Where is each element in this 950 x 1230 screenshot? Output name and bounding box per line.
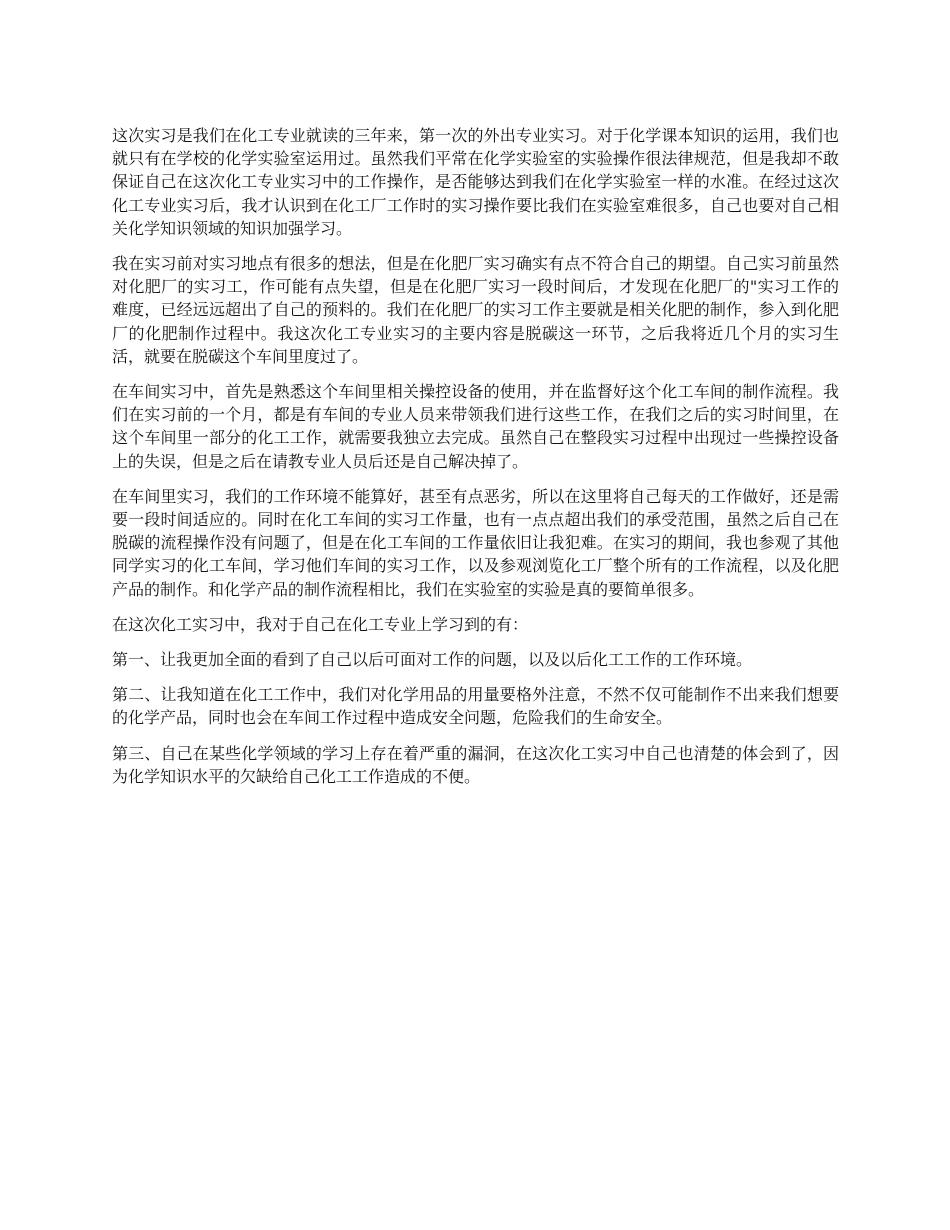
paragraph-1: 这次实习是我们在化工专业就读的三年来，第一次的外出专业实习。对于化学课本知识的运用，我们也就只有在学校的化学实验室运用过。虽然我们平常在化学实验室的实验操作很法律规范，但是我却不敢保证自己在这次化工专业实习中的工作操作，是否能够达到我们在化学实验室一样的水准。在经过这次化工专业实习后，我才认识到在化工厂工作时的实习操作要比我们在实验室难很多，自己也要对自己相关化学知识领域的知识加强学习。: [112, 126, 839, 238]
paragraph-4: 在车间里实习，我们的工作环境不能算好，甚至有点恶劣，所以在这里将自己每天的工作做好，还是需要一段时间适应的。同时在化工车间的实习工作量，也有一点点超出我们的承受范围，虽然之后自己在脱碳的流程操作没有问题了，但是在化工车间的工作量依旧让我犯难。在实习的期间，我也参观了其他同学实习的化工车间，学习他们车间的实习工作，以及参观浏览化工厂整个所有的工作流程，以及化肥产品的制作。和化学产品的制作流程相比，我们在实验室的实验是真的要简单很多。: [112, 486, 839, 599]
paragraph-2: 我在实习前对实习地点有很多的想法，但是在化肥厂实习确实有点不符合自己的期望。自己实习前虽然对化肥厂的实习工，作可能有点失望，但是在化肥厂实习一段时间后，才发现在化肥厂的"实习工作的难度，已经远远超出了自己的预料的。我们在化肥厂的实习工作主要就是相关化肥的制作，参入到化肥厂的化肥制作过程中。我这次化工专业实习的主要内容是脱碳这一环节，之后我将近几个月的实习生活，就要在脱碳这个车间里度过了。: [112, 254, 839, 366]
paragraph-6: 第一、让我更加全面的看到了自己以后可面对工作的问题，以及以后化工工作的工作环境。: [112, 650, 753, 670]
paragraph-3: 在车间实习中，首先是熟悉这个车间里相关操控设备的使用，并在监督好这个化工车间的制作流程。我们在实习前的一个月，都是有车间的专业人员来带领我们进行这些工作，在我们之后的实习时间里，在这个车间里一部分的化工工作，就需要我独立去完成。虽然自己在整段实习过程中出现过一些操控设备上的失误，但是之后在请教专业人员后还是自己解决掉了。: [112, 382, 839, 471]
document-body: [112, 124, 839, 800]
paragraph-5: 在这次化工实习中，我对于自己在化工专业上学习到的有：: [112, 614, 529, 634]
paragraph-8: 第三、自己在某些化学领域的学习上存在着严重的漏洞，在这次化工实习中自己也清楚的体会到了，因为化学知识水平的欠缺给自己化工工作造成的不便。: [112, 743, 839, 786]
paragraph-7: 第二、让我知道在化工工作中，我们对化学用品的用量要格外注意，不然不仅可能制作不出来我们想要的化学产品，同时也会在车间工作过程中造成安全问题，危险我们的生命安全。: [112, 685, 839, 728]
